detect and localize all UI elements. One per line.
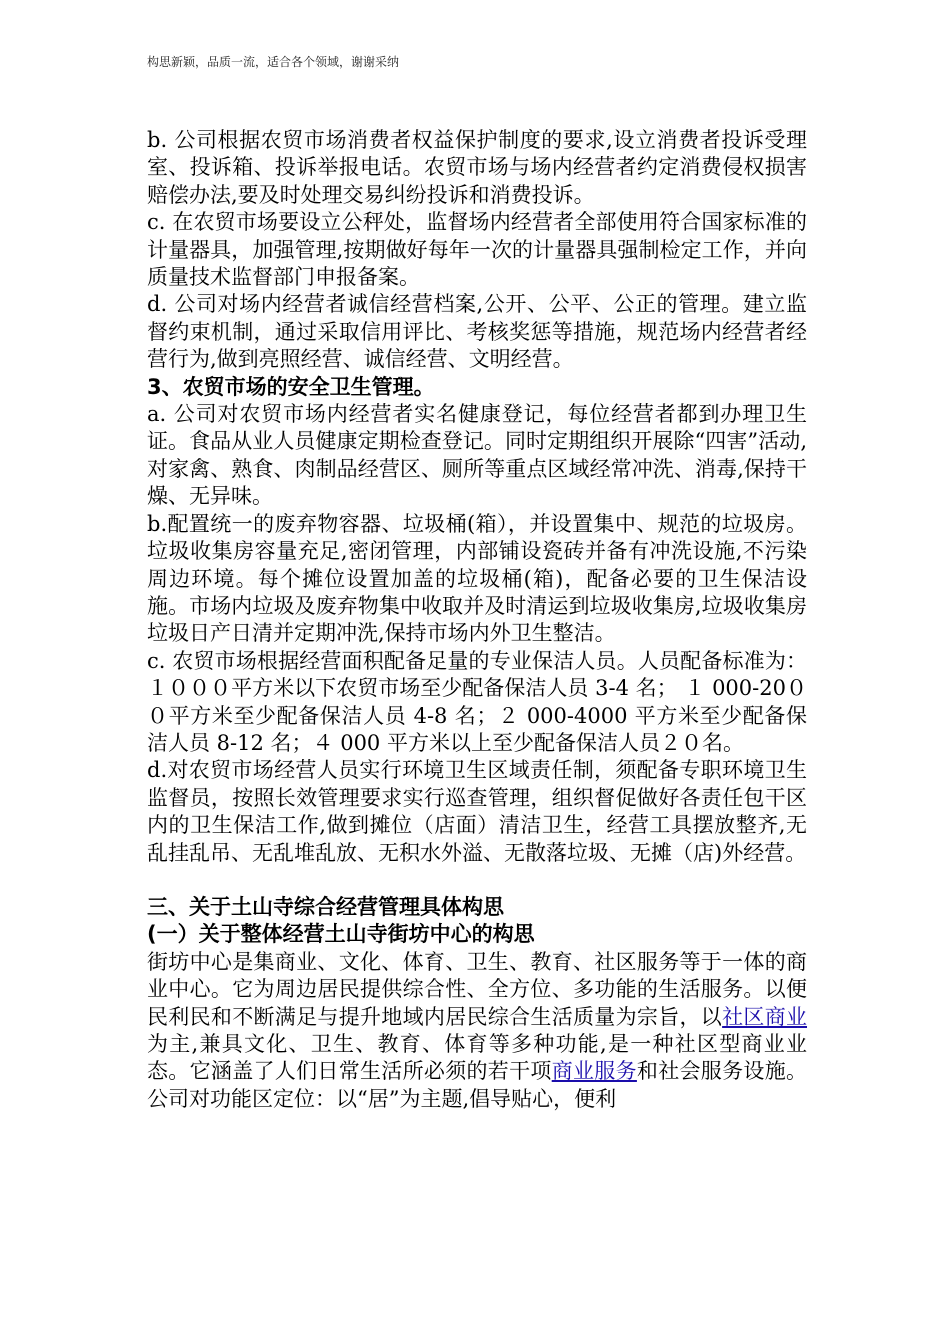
subheading-street-center: (一）关于整体经营土山寺街坊中心的构思 (147, 922, 535, 947)
paragraph-rights-d: d. 公司对场内经营者诚信经营档案,公开、公平、公正的管理。建立监督约束机制，通过采取信用评比、考核奖惩等措施，规范场内经营者经营行为,做到亮照经营、诚信经营、文明经营。 (147, 292, 807, 372)
heading-section-three: 三、关于土山寺综合经营管理具体构思 (147, 894, 504, 919)
paragraph-rights-c: c. 在农贸市场要设立公秤处，监督场内经营者全部使用符合国家标准的计量器具，加强管理,按期做好每年一次的计量器具强制检定工作，并向质量技术监督部门申报备案。 (147, 210, 807, 290)
paragraph-hygiene-d: d.对农贸市场经营人员实行环境卫生区域责任制，须配备专职环境卫生监督员，按照长效管理要求实行巡查管理，组织督促做好各责任包干区内的卫生保洁工作,做到摊位（店面）清洁卫生，经营工具摆放整齐,无乱挂乱吊、无乱堆乱放、无积水外溢、无散落垃圾、无摊（店)外经营。 (147, 758, 807, 865)
paragraph-street-center (147, 949, 807, 1113)
paragraph-text-part1: 街坊中心是集商业、文化、体育、卫生、教育、社区服务等于一体的商业中心。它为周边居民提供综合性、全方位、多功能的生活服务。以便民利民和不断满足与提升地域内居民综合生活质量为宗旨，以 (147, 949, 807, 1029)
paragraph-hygiene-a: a. 公司对农贸市场内经营者实名健康登记，每位经营者都到办理卫生证。食品从业人员健康定期检查登记。同时定期组织开展除“四害”活动,对家禽、熟食、肉制品经营区、厕所等重点区域经常冲洗、消毒,保持干燥、无异味。 (147, 402, 807, 509)
link-commercial-services[interactable]: 商业服务 (551, 1059, 637, 1084)
heading-hygiene: 3、农贸市场的安全卫生管理。 (147, 374, 435, 399)
paragraph-hygiene-c: c. 农贸市场根据经营面积配备足量的专业保洁人员。人员配备标准为：１０００平方米以下农贸市场至少配备保洁人员 3-4 名； １ 000-20００平方米至少配备保洁人员 4-8 名；２ 000-4000 平方米至少配备保洁人员 8-12 名；４ 000 平方米以上至少配备保洁人员２０名。 (147, 648, 807, 755)
paragraph-rights-b: b. 公司根据农贸市场消费者权益保护制度的要求,设立消费者投诉受理室、投诉箱、投诉举报电话。农贸市场与场内经营者约定消费侵权损害赔偿办法,要及时处理交易纠纷投诉和消费投诉。 (147, 128, 807, 207)
blank-line (147, 867, 807, 894)
document-body (147, 127, 807, 1113)
paragraph-hygiene-b: b.配置统一的废弃物容器、垃圾桶(箱），并设置集中、规范的垃圾房。垃圾收集房容量充足,密闭管理，内部铺设瓷砖并备有冲洗设施,不污染周边环境。每个摊位设置加盖的垃圾桶(箱)，配备必要的卫生保洁设施。市场内垃圾及废弃物集中收取并及时清运到垃圾收集房,垃圾收集房垃圾日产日清并定期冲洗,保持市场内外卫生整洁。 (147, 511, 807, 646)
paragraph-text-part3: 和社会服务设施。公司对功能区定位：以“居”为主题,倡导贴心，便利 (147, 1059, 808, 1111)
link-community-commerce[interactable]: 社区商业 (722, 1004, 808, 1029)
header-note: 构思新颖，品质一流，适合各个领域，谢谢采纳 (147, 55, 400, 69)
paragraph-text-part2: 为主,兼具文化、卫生、教育、体育等多种功能,是一种社区型商业业态。它涵盖了人们日常生活所必须的若干项 (147, 1032, 807, 1084)
